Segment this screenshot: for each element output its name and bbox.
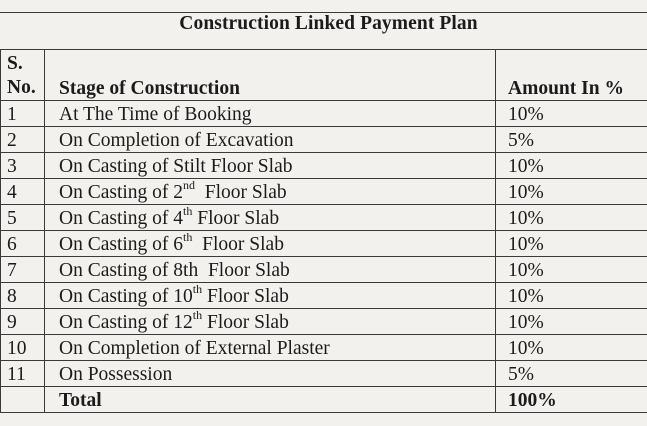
header-sno-line2: No. [7, 77, 36, 98]
header-amount: Amount In % [496, 50, 647, 101]
header-sno [1, 50, 45, 101]
row-stage [45, 335, 496, 361]
row-amount: 5% [496, 361, 647, 387]
row-stage-text-suffix: Floor Slab [192, 234, 284, 255]
table-row [1, 153, 647, 179]
row-stage-text: On Casting of 8th Floor Slab [59, 260, 290, 281]
row-stage-text: On Casting of 10 [59, 286, 193, 307]
table-row [1, 283, 647, 309]
row-sno: 5 [1, 205, 45, 231]
row-amount: 10% [496, 101, 647, 127]
row-stage [45, 309, 496, 335]
table-row [1, 309, 647, 335]
row-amount: 5% [496, 127, 647, 153]
row-stage [45, 361, 496, 387]
row-stage-text-suffix: Floor Slab [202, 286, 289, 307]
table-title: Construction Linked Payment Plan [179, 13, 478, 34]
row-stage-text: On Possession [59, 364, 173, 385]
row-sno: 10 [1, 335, 45, 361]
row-stage [45, 101, 496, 127]
row-stage-ordinal-suffix: th [183, 230, 193, 244]
row-stage-text: On Casting of 4 [59, 208, 184, 229]
row-sno: 9 [1, 309, 45, 335]
row-stage-ordinal-suffix: nd [183, 178, 196, 192]
row-sno: 2 [1, 127, 45, 153]
row-stage-ordinal-suffix: th [183, 204, 193, 218]
table-row [1, 335, 647, 361]
total-label: Total [45, 387, 496, 413]
row-stage-text-suffix: Floor Slab [192, 208, 280, 229]
row-stage-text: On Casting of 6 [59, 234, 184, 255]
total-row [1, 387, 647, 413]
row-stage-ordinal-suffix: th [192, 308, 203, 322]
table-row [1, 127, 647, 153]
row-sno: 1 [1, 101, 45, 127]
row-sno: 3 [1, 153, 45, 179]
row-stage-text: On Completion of External Plaster [59, 338, 330, 359]
row-stage-text: At The Time of Booking [59, 104, 252, 125]
row-sno: 7 [1, 257, 45, 283]
row-stage-text: On Completion of Excavation [59, 130, 294, 151]
total-amount: 100% [496, 387, 647, 413]
row-stage-ordinal-suffix: th [192, 282, 203, 296]
row-stage [45, 205, 496, 231]
row-amount: 10% [496, 283, 647, 309]
row-amount: 10% [496, 335, 647, 361]
header-sno-line1: S. [7, 53, 23, 74]
table-row [1, 205, 647, 231]
table-row [1, 179, 647, 205]
table-row [1, 361, 647, 387]
row-stage-text-suffix: Floor Slab [195, 182, 287, 203]
row-stage [45, 127, 496, 153]
header-row [1, 50, 647, 101]
row-amount: 10% [496, 153, 647, 179]
table-row [1, 231, 647, 257]
row-amount: 10% [496, 205, 647, 231]
row-sno: 6 [1, 231, 45, 257]
row-sno: 4 [1, 179, 45, 205]
header-stage: Stage of Construction [45, 50, 496, 101]
row-sno: 8 [1, 283, 45, 309]
row-amount: 10% [496, 257, 647, 283]
table-row [1, 257, 647, 283]
row-stage [45, 179, 496, 205]
payment-plan-table [0, 49, 647, 413]
row-amount: 10% [496, 309, 647, 335]
row-amount: 10% [496, 231, 647, 257]
row-stage-text: On Casting of Stilt Floor Slab [59, 156, 293, 177]
row-stage-text: On Casting of 12 [59, 312, 193, 333]
row-stage [45, 231, 496, 257]
table-row [1, 101, 647, 127]
row-amount: 10% [496, 179, 647, 205]
row-stage [45, 153, 496, 179]
row-stage [45, 283, 496, 309]
total-sno-empty [1, 387, 45, 413]
row-sno: 11 [1, 361, 45, 387]
row-stage-text-suffix: Floor Slab [202, 312, 289, 333]
row-stage [45, 257, 496, 283]
row-stage-text: On Casting of 2 [59, 182, 184, 203]
